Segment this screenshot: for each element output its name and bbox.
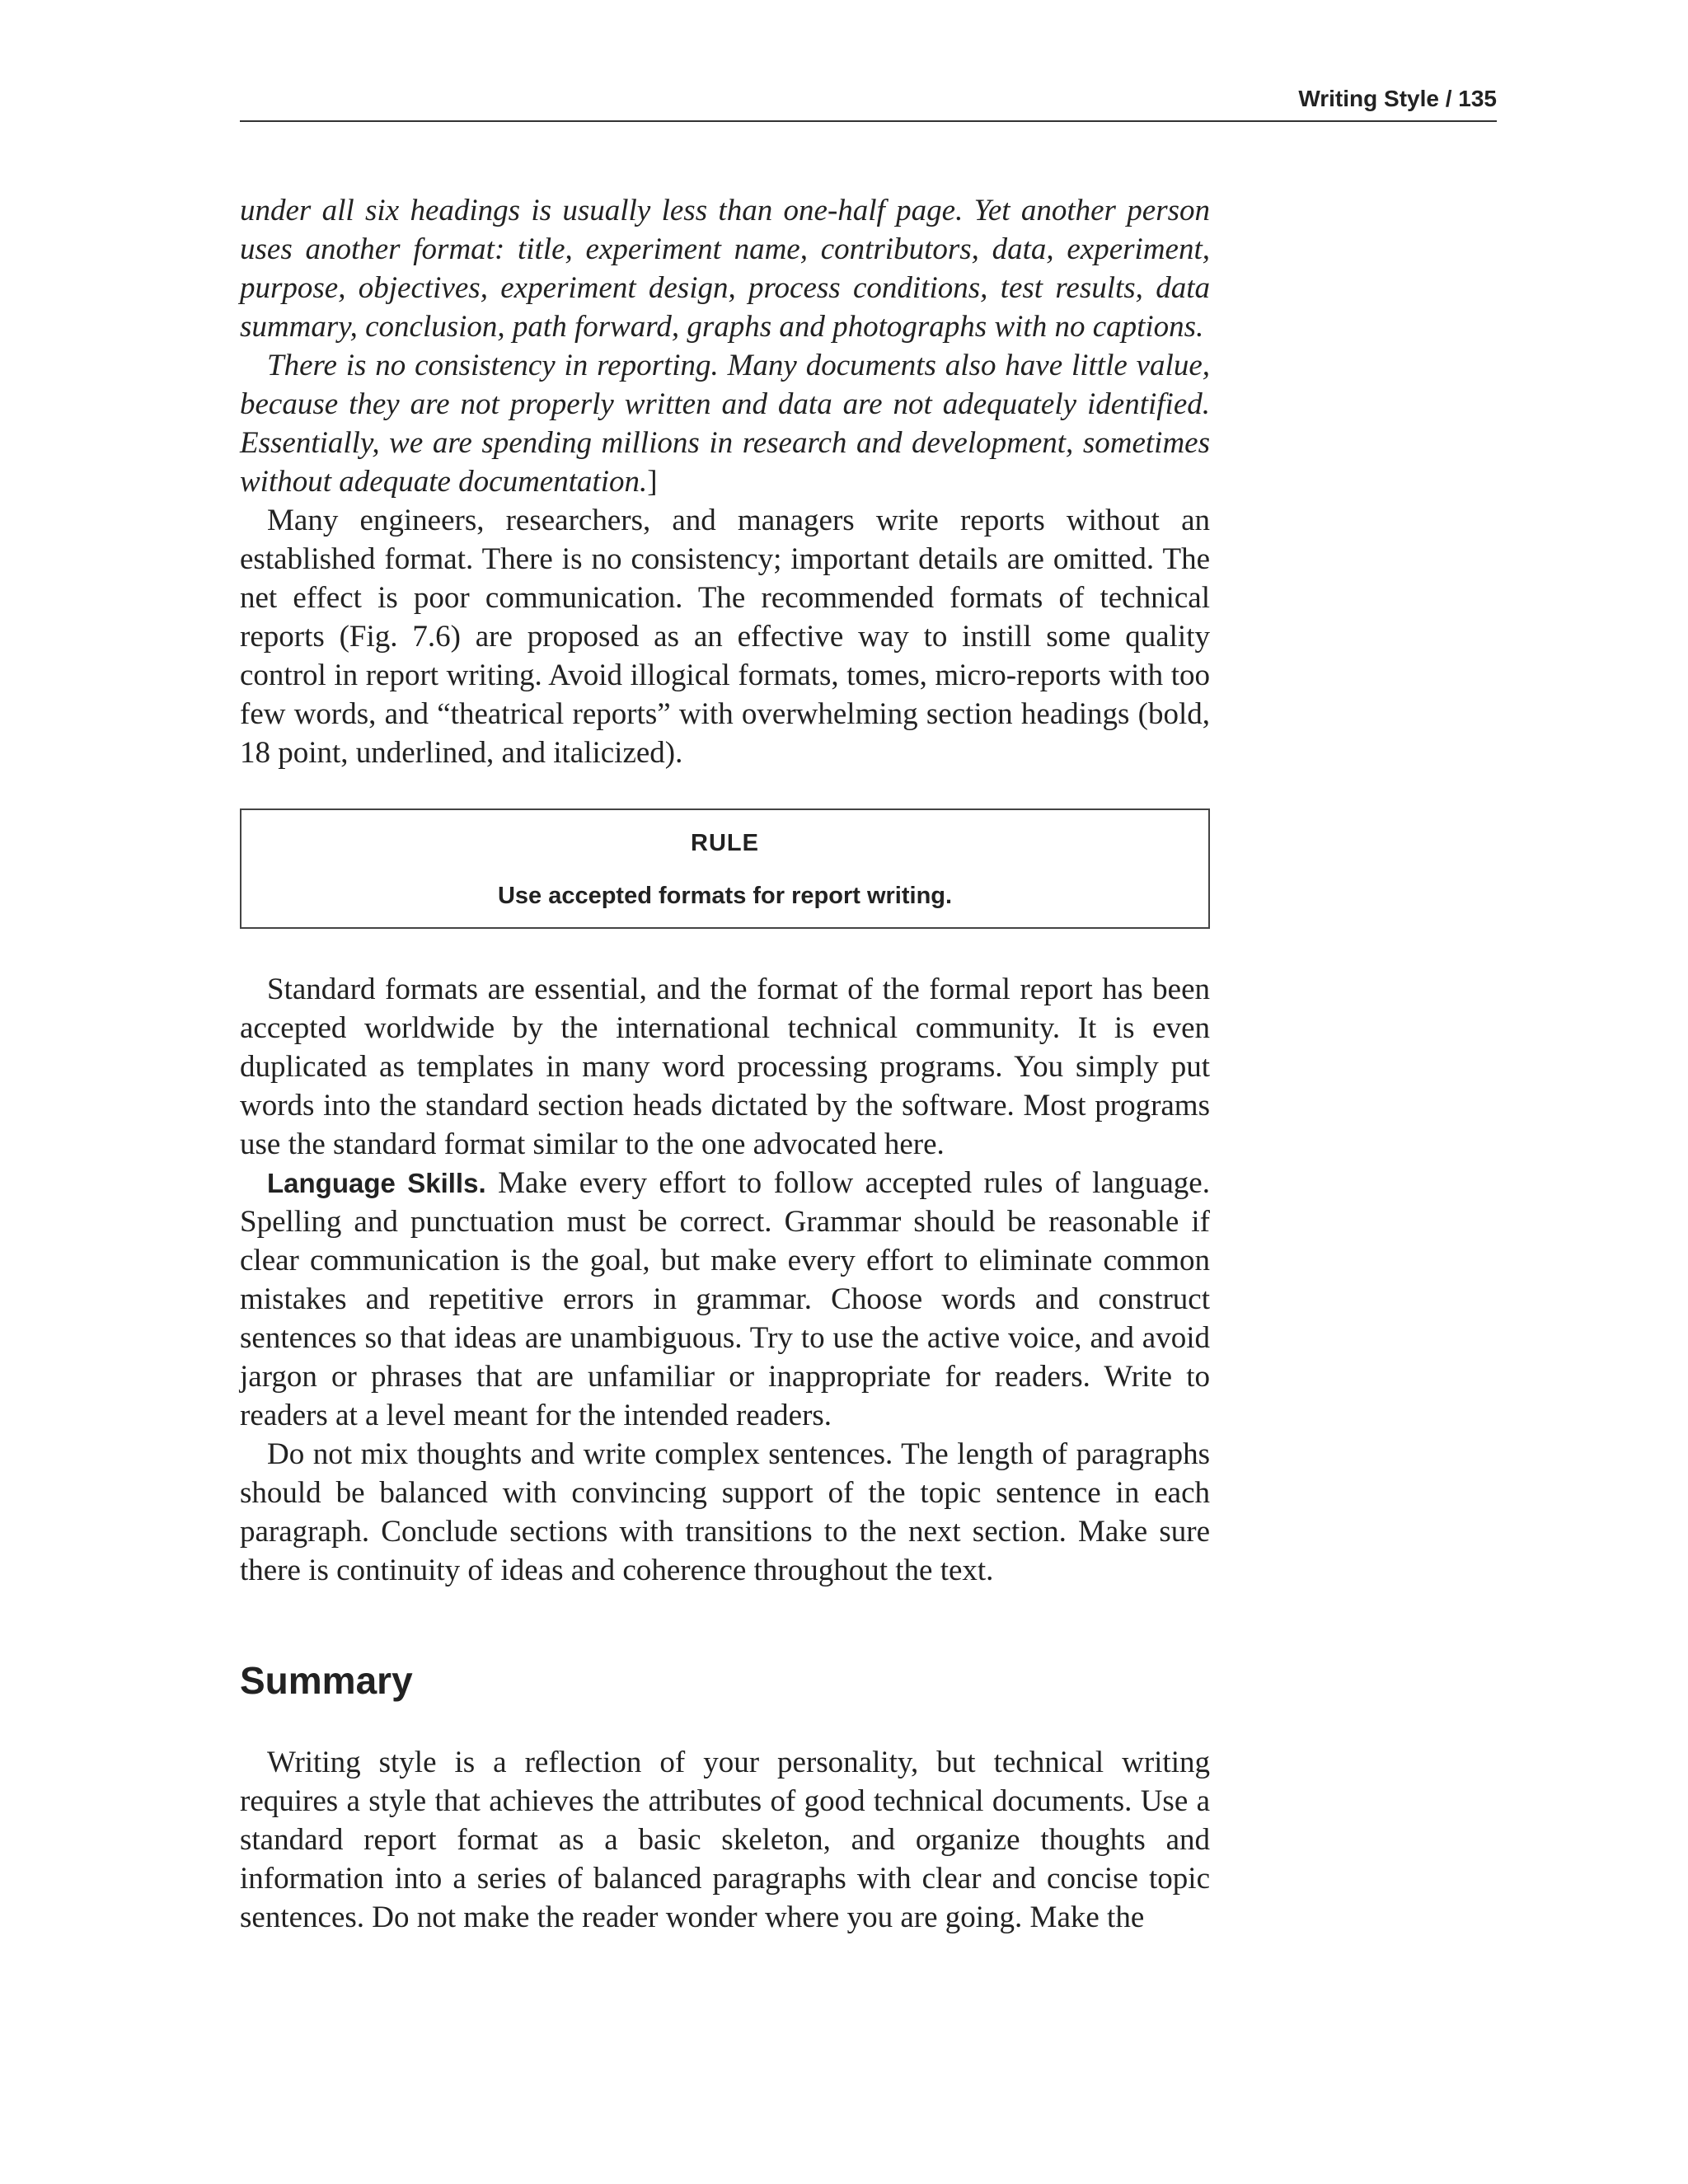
paragraph-consistency	[240, 346, 1210, 501]
paragraph-mix-thoughts: Do not mix thoughts and write complex sentences. The length of paragraphs should be balanced with convincing support of the topic sentence in each paragraph. Conclude sections with transitions to the next section. Make sure there is continuity of ideas and coherence throughout the text.	[240, 1437, 1210, 1587]
running-head-text: Writing Style / 135	[1298, 86, 1497, 111]
rule-title: RULE	[691, 830, 759, 856]
summary-heading: Summary	[240, 1659, 413, 1702]
rule-box	[240, 808, 1210, 929]
paragraph-continued: under all six headings is usually less than one-half page. Yet another person uses another format: title, experiment name, contributors, data, experiment, purpose, objectives, experiment design, process conditions, test results, data summary, conclusion, path forward, graphs and photographs with no captions.	[240, 194, 1210, 344]
language-skills-text: Make every effort to follow accepted rules of language. Spelling and punctuation must be correct. Grammar should be reasonable if clear communication is the goal, but make every effort to eliminate common mistakes and repetitive errors in grammar. Choose words and construct sentences so that ideas are unambiguous. Try to use the active voice, and avoid jargon or phrases that are unfamiliar or inappropriate for readers. Write to readers at a level meant for the intended readers.	[240, 1166, 1210, 1432]
paragraph-formats: Many engineers, researchers, and managers write reports without an established format. There is no consistency; important details are omitted. The net effect is poor communication. The recommended formats of technical reports (Fig. 7.6) are proposed as an effective way to instill some quality control in report writing. Avoid illogical formats, tomes, micro-reports with too few words, and “theatrical reports” with overwhelming section headings (bold, 18 point, underlined, and italicized).	[240, 504, 1210, 770]
running-head	[240, 82, 1497, 122]
paragraph-consistency-text: There is no consistency in reporting. Many documents also have little value, because they are not properly written and data are not adequately identified. Essentially, we are spending millions in research and development, sometimes without adequate documentation.	[240, 349, 1210, 499]
paragraph-language-skills	[240, 1164, 1210, 1435]
paragraph-standard-formats: Standard formats are essential, and the format of the formal report has been accepted worldwide by the international technical community. It is even duplicated as templates in many word processing programs. You simply put words into the standard section heads dictated by the software. Most programs use the standard format similar to the one advocated here.	[240, 972, 1210, 1161]
closing-bracket: ]	[647, 465, 658, 499]
rule-text: Use accepted formats for report writing.	[497, 883, 953, 909]
page-content	[240, 191, 1210, 1937]
language-skills-heading: Language Skills.	[267, 1168, 486, 1198]
paragraph-summary: Writing style is a reflection of your personality, but technical writing requires a style that achieves the attributes of good technical documents. Use a standard report format as a basic skeleton, and organize thoughts and information into a series of balanced paragraphs with clear and concise topic sentences. Do not make the reader wonder where you are going. Make the	[240, 1746, 1210, 1934]
